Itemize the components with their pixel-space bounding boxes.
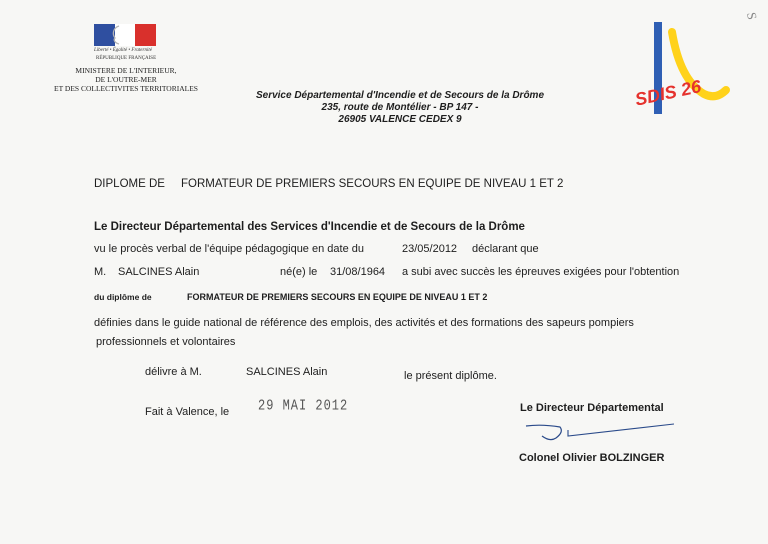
marianne-flag-logo: [94, 24, 156, 46]
ministry-line-2: DE L'OUTRE-MER: [95, 75, 157, 84]
signature: [524, 418, 674, 446]
born-date: 31/08/1964: [330, 266, 386, 278]
flag-white-band: [115, 24, 136, 46]
born-label: né(e) le: [280, 266, 318, 278]
date-stamp: 29 MAI 2012: [258, 397, 349, 415]
logo-text: SDIS 26: [633, 76, 703, 110]
sdis26-logo: [632, 20, 742, 120]
service-city: 26905 VALENCE CEDEX 9: [338, 114, 462, 125]
delivers-label: délivre à M.: [145, 366, 202, 378]
definies-line-2: professionnels et volontaires: [96, 336, 236, 348]
definies-line-1: définies dans le guide national de référence des emplois, des activités et des formations des sapeurs pompiers: [94, 317, 634, 329]
holder-title: M.: [94, 266, 107, 278]
signatory-title: Le Directeur Départemental: [520, 402, 664, 414]
made-at: Fait à Valence, le: [145, 406, 230, 418]
diploma-name: FORMATEUR DE PREMIERS SECOURS EN EQUIPE DE NIVEAU 1 ET 2: [187, 292, 488, 302]
corner-mark: S: [744, 11, 761, 21]
ministry-line-3: ET DES COLLECTIVITES TERRITORIALES: [54, 84, 198, 93]
service-street: 235, route de Montélier - BP 147 -: [321, 102, 479, 113]
signatory-name: Colonel Olivier BOLZINGER: [519, 452, 665, 464]
service-name: Service Départemental d'Incendie et de Secours de la Drôme: [255, 90, 545, 101]
holder-name: SALCINES Alain: [118, 266, 200, 278]
service-address: [210, 90, 590, 126]
ministry-line-1: MINISTERE DE L'INTERIEUR,: [75, 66, 177, 75]
ministry-name: [36, 66, 216, 93]
success-text: a subi avec succès les épreuves exigées pour l'obtention: [402, 266, 680, 278]
marianne-profile-icon: [109, 24, 130, 46]
declarant-que: déclarant que: [472, 243, 539, 255]
delivers-name: SALCINES Alain: [246, 366, 328, 378]
delivers-end: le présent diplôme.: [404, 370, 497, 382]
proces-verbal-date: 23/05/2012: [402, 243, 458, 255]
diploma-title: FORMATEUR DE PREMIERS SECOURS EN EQUIPE DE NIVEAU 1 ET 2: [181, 178, 564, 190]
marianne-motto: Liberté • Égalité • Fraternité: [94, 48, 152, 53]
authority-line: Le Directeur Départemental des Services d'Incendie et de Secours de la Drôme: [94, 221, 525, 233]
diploma-title-prefix: DIPLOME DE: [94, 178, 165, 190]
proces-verbal-text: vu le procès verbal de l'équipe pédagogique en date du: [94, 243, 364, 255]
du-diplome-label: du diplôme de: [94, 292, 152, 302]
marianne-republic: RÉPUBLIQUE FRANÇAISE: [96, 56, 157, 61]
flag-red-band: [135, 24, 156, 46]
